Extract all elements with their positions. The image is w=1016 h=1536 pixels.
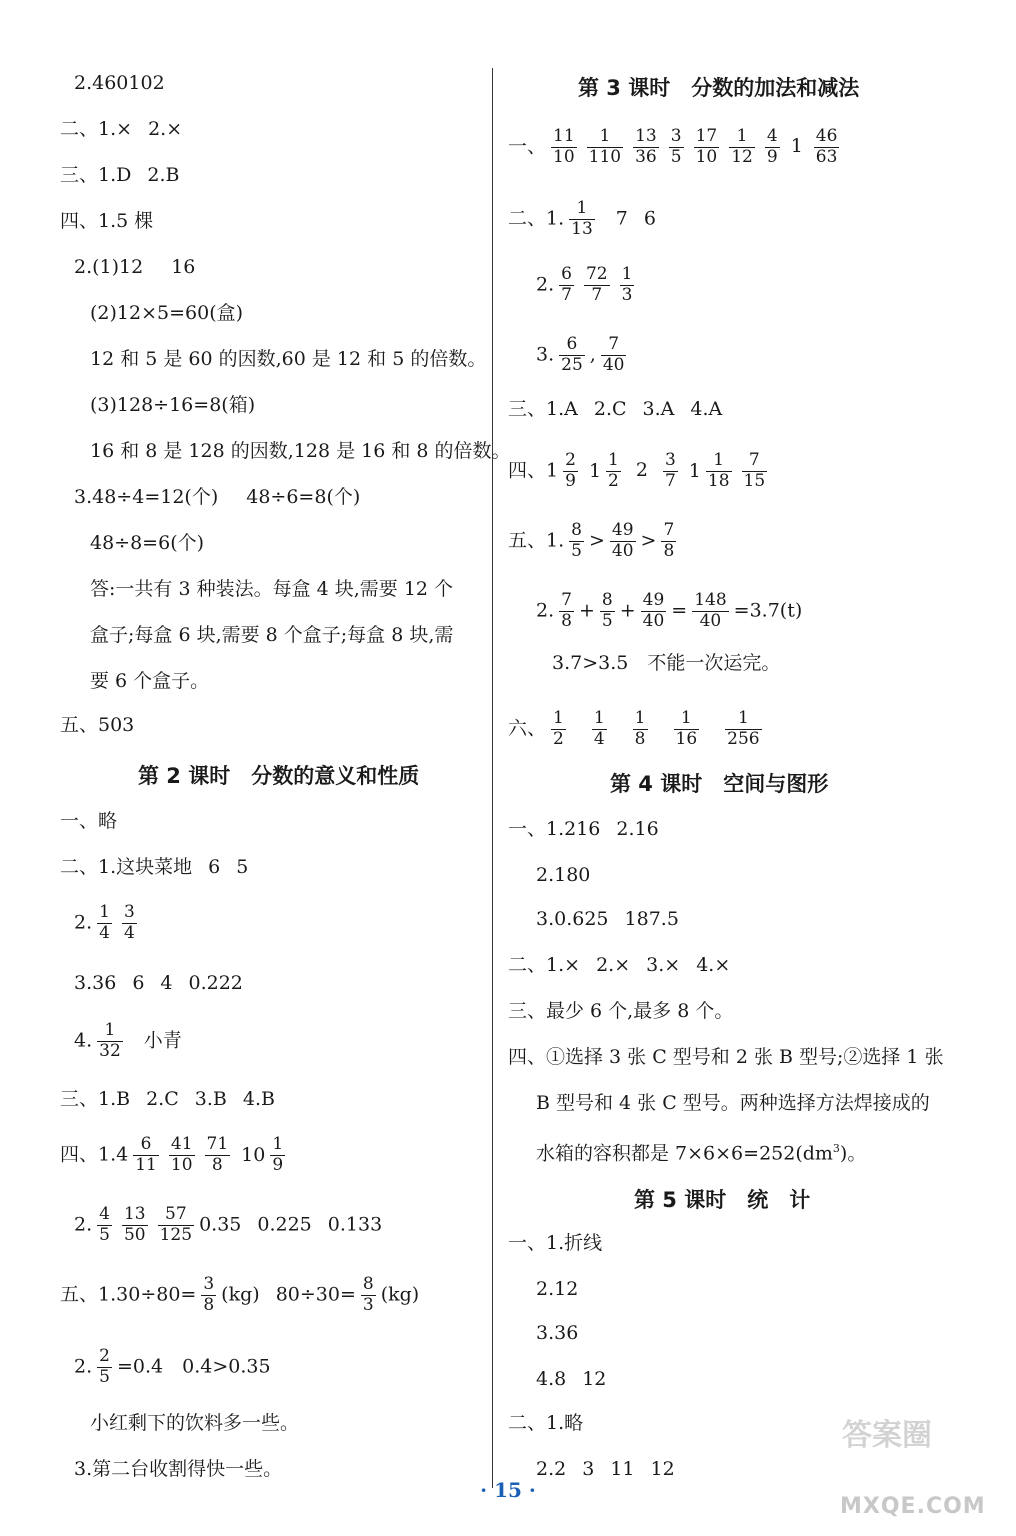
fraction: $\frac{3}{7}$ (664, 450, 676, 491)
answer-line: 三、1.D 2.B (60, 164, 180, 186)
fraction: $\frac{1}{110}$ (588, 126, 622, 167)
answer-line: 四、1.4 $\frac{6}{11}$ $\frac{41}{10}$ $\frac{71}{8}$ 10 $\frac{1}{9}$ (60, 1134, 284, 1175)
answer-line: 二、1.略 (508, 1412, 584, 1434)
answer-line: 3.第二台收割得快一些。 (74, 1458, 283, 1480)
fraction: $\frac{72}{7}$ (585, 264, 608, 305)
page-number: · 15 · (480, 1478, 536, 1502)
column-divider (492, 68, 493, 1488)
fraction: $\frac{1}{4}$ (99, 902, 110, 943)
section-title: 第 5 课时 统 计 (634, 1188, 811, 1212)
fraction: $\frac{3}{4}$ (123, 902, 135, 943)
fraction: $\frac{8}{5}$ (601, 590, 613, 631)
fraction: $\frac{1}{256}$ (727, 708, 760, 749)
fraction: $\frac{1}{12}$ (731, 126, 753, 167)
answer-line: 四、1.5 棵 (60, 210, 154, 232)
answer-line: 3.7>3.5 不能一次运完。 (552, 652, 781, 674)
fraction: $\frac{1}{4}$ (593, 708, 605, 749)
answer-line: 三、1.A 2.C 3.A 4.A (508, 398, 723, 420)
answer-line: 二、1.× 2.× (60, 118, 183, 140)
answer-line: 一、略 (60, 810, 118, 832)
answer-line: 五、1. $\frac{8}{5}$ > $\frac{49}{40}$ > $\frac{7}{8}$ (508, 520, 675, 561)
answer-line: 3.36 (536, 1322, 579, 1344)
answer-line: 2.2 3 11 12 (536, 1458, 675, 1480)
answer-line: 一、1.216 2.16 (508, 818, 659, 840)
answer-line: 盒子;每盒 6 块,需要 8 个盒子;每盒 8 块,需 (90, 624, 454, 646)
answer-line: 2.(1)12 16 (74, 256, 196, 278)
answer-line: 2.460102 (74, 72, 165, 94)
fraction: $\frac{6}{11}$ (135, 1134, 157, 1175)
answer-line: 答:一共有 3 种装法。每盒 4 块,需要 12 个 (90, 578, 454, 600)
fraction: $\frac{7}{15}$ (743, 450, 766, 491)
fraction: $\frac{8}{3}$ (362, 1274, 374, 1315)
answer-line: (2)12×5=60(盒) (90, 302, 244, 324)
fraction: $\frac{1}{9}$ (272, 1134, 284, 1175)
fraction: $\frac{1}{32}$ (99, 1020, 121, 1061)
fraction: $\frac{8}{5}$ (571, 520, 582, 561)
fraction: $\frac{6}{25}$ (561, 334, 583, 375)
answer-line: 五、503 (60, 714, 135, 736)
answer-line: 3.36 6 4 0.222 (74, 972, 243, 994)
section-title: 第 3 课时 分数的加法和减法 (578, 76, 860, 100)
fraction: $\frac{49}{40}$ (611, 520, 634, 561)
answer-line: 48÷8=6(个) (90, 532, 205, 554)
fraction: $\frac{4}{5}$ (99, 1204, 110, 1245)
fraction: $\frac{7}{8}$ (663, 520, 675, 561)
fraction: $\frac{1}{13}$ (571, 198, 593, 239)
fraction: $\frac{13}{36}$ (635, 126, 657, 167)
answer-line: 2. $\frac{7}{8}$ + $\frac{8}{5}$ + $\frac{49}{40}$ = $\frac{148}{40}$ =3.7(t) (536, 590, 803, 631)
answer-line: 水箱的容积都是 $7\times 6\times 6=252(dm^3)$。 (536, 1142, 867, 1165)
answer-line: 六、 $\frac{1}{2}$ $\frac{1}{4}$ $\frac{1}{8}$ $\frac{1}{16}$ $\frac{1}{256}$ (508, 708, 760, 749)
answer-line: 2. $\frac{4}{5}$ $\frac{13}{50}$ $\frac{57}{125}$ 0.35 0.225 0.133 (74, 1204, 383, 1245)
answer-line: 2. $\frac{2}{5}$ =0.4 0.4>0.35 (74, 1346, 271, 1387)
fraction: $\frac{7}{40}$ (602, 334, 625, 375)
answer-line: 2.12 (536, 1278, 579, 1300)
fraction: $\frac{13}{50}$ (123, 1204, 146, 1245)
answer-line: 4. $\frac{1}{32}$ 小青 (74, 1020, 182, 1061)
fraction: $\frac{1}{3}$ (621, 264, 633, 305)
fraction: $\frac{6}{7}$ (561, 264, 572, 305)
watermark-url: MXQE.COM (840, 1494, 986, 1519)
fraction: $\frac{1}{18}$ (707, 450, 730, 491)
answer-line: 4.8 12 (536, 1368, 607, 1390)
answer-line: 12 和 5 是 60 的因数,60 是 12 和 5 的倍数。 (90, 348, 487, 370)
answer-line: 二、1. $\frac{1}{13}$ 7 6 (508, 198, 656, 239)
answer-line: 3.0.625 187.5 (536, 908, 679, 930)
answer-line: 小红剩下的饮料多一些。 (90, 1412, 300, 1434)
answer-line: 一、 $\frac{11}{10}$ $\frac{1}{110}$ $\frac{13}{36}$ $\frac{3}{5}$ $\frac{17}{10}$ $\frac{1}{12}$ $\frac{4}{9}$ 1 $\frac{46}{63}$ (508, 126, 838, 167)
section-title: 第 4 课时 空间与图形 (610, 772, 829, 796)
answer-line: 2.180 (536, 864, 591, 886)
answer-line: 三、最少 6 个,最多 8 个。 (508, 1000, 734, 1022)
fraction: $\frac{7}{8}$ (561, 590, 572, 631)
fraction: $\frac{1}{2}$ (608, 450, 619, 491)
fraction: $\frac{1}{8}$ (634, 708, 646, 749)
answer-line: B 型号和 4 张 C 型号。两种选择方法焊接成的 (536, 1092, 930, 1114)
fraction: $\frac{41}{10}$ (170, 1134, 193, 1175)
watermark-logo: 答案圈 (842, 1418, 932, 1453)
fraction: $\frac{46}{63}$ (815, 126, 838, 167)
answer-line: 二、1.× 2.× 3.× 4.× (508, 954, 731, 976)
fraction: $\frac{17}{10}$ (695, 126, 718, 167)
fraction: $\frac{11}{10}$ (553, 126, 575, 167)
fraction: $\frac{71}{8}$ (206, 1134, 229, 1175)
answer-line: 3.48÷4=12(个) 48÷6=8(个) (74, 486, 361, 508)
fraction: $\frac{3}{8}$ (203, 1274, 215, 1315)
answer-line: 一、1.折线 (508, 1232, 603, 1254)
fraction: $\frac{2}{5}$ (99, 1346, 110, 1387)
answer-line: 16 和 8 是 128 的因数,128 是 16 和 8 的倍数。 (90, 440, 511, 462)
fraction: $\frac{57}{125}$ (159, 1204, 193, 1245)
fraction: $\frac{49}{40}$ (642, 590, 665, 631)
fraction: $\frac{1}{16}$ (675, 708, 698, 749)
answer-line: (3)128÷16=8(箱) (90, 394, 256, 416)
answer-line: 三、1.B 2.C 3.B 4.B (60, 1088, 275, 1110)
answer-line: 要 6 个盒子。 (90, 670, 210, 692)
answer-line: 3. $\frac{6}{25}$ , $\frac{7}{40}$ (536, 334, 625, 375)
fraction: $\frac{1}{2}$ (553, 708, 564, 749)
answer-line: 五、1.30÷80= $\frac{3}{8}$ (kg) 80÷30= $\frac{8}{3}$ (kg) (60, 1274, 420, 1315)
answer-line: 四、1 $\frac{2}{9}$ 1 $\frac{1}{2}$ 2 $\frac{3}{7}$ 1 $\frac{1}{18}$ $\frac{7}{15}$ (508, 450, 766, 491)
answer-line: 二、1.这块菜地 6 5 (60, 856, 249, 878)
fraction: $\frac{3}{5}$ (670, 126, 682, 167)
answer-line: 2. $\frac{1}{4}$ $\frac{3}{4}$ (74, 902, 135, 943)
fraction: $\frac{148}{40}$ (694, 590, 727, 631)
fraction: $\frac{2}{9}$ (565, 450, 576, 491)
answer-line: 四、①选择 3 张 C 型号和 2 张 B 型号;②选择 1 张 (508, 1046, 944, 1068)
answer-line: 2. $\frac{6}{7}$ $\frac{72}{7}$ $\frac{1}{3}$ (536, 264, 633, 305)
fraction: $\frac{4}{9}$ (766, 126, 778, 167)
section-title: 第 2 课时 分数的意义和性质 (138, 764, 420, 788)
